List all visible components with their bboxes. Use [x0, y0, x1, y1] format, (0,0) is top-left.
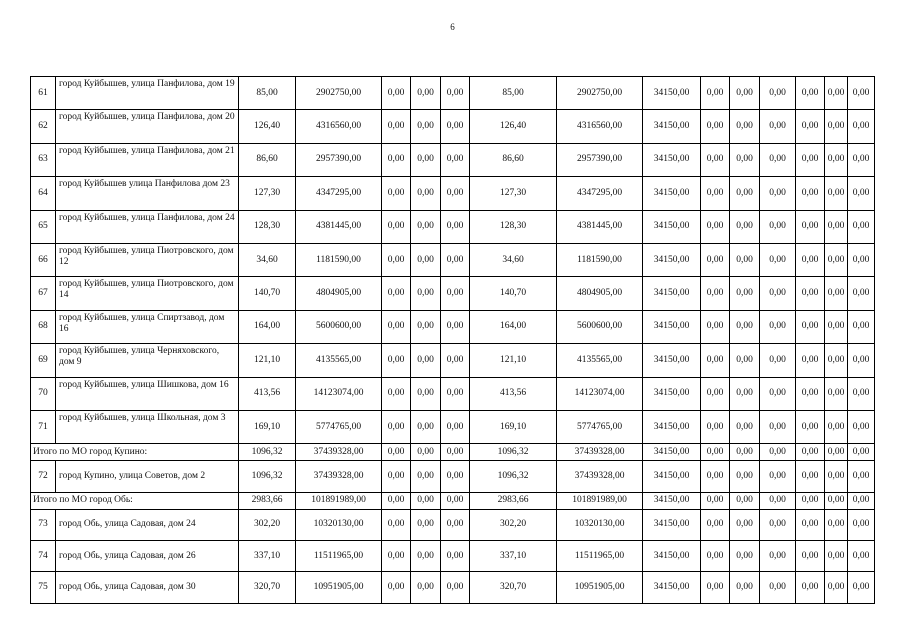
row-number: 70 [31, 377, 56, 410]
value-cell: 0,00 [441, 177, 470, 210]
table-row [31, 277, 875, 310]
value-cell: 5600600,00 [557, 310, 643, 343]
value-cell: 34150,00 [643, 277, 701, 310]
value-cell: 0,00 [441, 410, 470, 443]
table-body [31, 77, 875, 604]
address-cell: город Куйбышев, улица Черняховского, дом 9 [56, 344, 239, 377]
value-cell: 0,00 [796, 410, 825, 443]
value-cell: 140,70 [470, 277, 557, 310]
value-cell: 0,00 [760, 444, 796, 461]
value-cell: 0,00 [411, 461, 441, 492]
value-cell: 5600600,00 [296, 310, 382, 343]
value-cell: 0,00 [825, 177, 848, 210]
value-cell: 0,00 [382, 210, 411, 243]
value-cell: 34150,00 [643, 110, 701, 143]
value-cell: 2902750,00 [296, 77, 382, 110]
value-cell: 0,00 [701, 310, 730, 343]
value-cell: 413,56 [239, 377, 296, 410]
value-cell: 10951905,00 [296, 572, 382, 603]
value-cell: 14123074,00 [557, 377, 643, 410]
value-cell: 34150,00 [643, 492, 701, 509]
table-row [31, 541, 875, 572]
value-cell: 0,00 [848, 143, 875, 176]
value-cell: 337,10 [470, 541, 557, 572]
value-cell: 0,00 [760, 77, 796, 110]
address-cell: город Обь, улица Садовая, дом 26 [56, 541, 239, 572]
value-cell: 0,00 [730, 210, 760, 243]
value-cell: 0,00 [701, 110, 730, 143]
value-cell: 0,00 [825, 492, 848, 509]
address-cell: город Обь, улица Садовая, дом 24 [56, 509, 239, 540]
value-cell: 0,00 [701, 77, 730, 110]
row-number: 65 [31, 210, 56, 243]
value-cell: 4316560,00 [557, 110, 643, 143]
table-row [31, 243, 875, 276]
table-total-row [31, 492, 875, 509]
address-cell: город Купино, улица Советов, дом 2 [56, 461, 239, 492]
value-cell: 10951905,00 [557, 572, 643, 603]
value-cell: 0,00 [825, 277, 848, 310]
table-row [31, 77, 875, 110]
value-cell: 1096,32 [470, 444, 557, 461]
value-cell: 0,00 [701, 492, 730, 509]
value-cell: 0,00 [760, 110, 796, 143]
value-cell: 34150,00 [643, 444, 701, 461]
value-cell: 0,00 [848, 509, 875, 540]
value-cell: 169,10 [470, 410, 557, 443]
page-number: 6 [450, 22, 455, 32]
address-cell: город Куйбышев, улица Пиотровского, дом 14 [56, 277, 239, 310]
value-cell: 0,00 [382, 410, 411, 443]
value-cell: 5774765,00 [557, 410, 643, 443]
value-cell: 0,00 [848, 541, 875, 572]
value-cell: 34,60 [470, 243, 557, 276]
value-cell: 0,00 [411, 77, 441, 110]
value-cell: 10320130,00 [296, 509, 382, 540]
value-cell: 0,00 [796, 243, 825, 276]
value-cell: 0,00 [825, 310, 848, 343]
value-cell: 11511965,00 [557, 541, 643, 572]
value-cell: 0,00 [382, 492, 411, 509]
value-cell: 0,00 [760, 509, 796, 540]
value-cell: 0,00 [848, 177, 875, 210]
value-cell: 0,00 [796, 344, 825, 377]
value-cell: 0,00 [411, 410, 441, 443]
row-number: 68 [31, 310, 56, 343]
table-row [31, 377, 875, 410]
value-cell: 0,00 [382, 277, 411, 310]
value-cell: 0,00 [730, 541, 760, 572]
value-cell: 0,00 [730, 377, 760, 410]
value-cell: 0,00 [760, 277, 796, 310]
value-cell: 0,00 [701, 210, 730, 243]
value-cell: 0,00 [441, 310, 470, 343]
address-cell: город Обь, улица Садовая, дом 30 [56, 572, 239, 603]
data-table [30, 76, 875, 604]
value-cell: 0,00 [730, 344, 760, 377]
value-cell: 0,00 [411, 310, 441, 343]
value-cell: 0,00 [848, 492, 875, 509]
value-cell: 0,00 [730, 461, 760, 492]
row-number: 62 [31, 110, 56, 143]
value-cell: 4804905,00 [557, 277, 643, 310]
value-cell: 0,00 [825, 77, 848, 110]
value-cell: 0,00 [701, 243, 730, 276]
value-cell: 11511965,00 [296, 541, 382, 572]
value-cell: 0,00 [701, 177, 730, 210]
value-cell: 0,00 [825, 444, 848, 461]
value-cell: 0,00 [701, 410, 730, 443]
value-cell: 0,00 [382, 461, 411, 492]
value-cell: 0,00 [760, 177, 796, 210]
value-cell: 34150,00 [643, 177, 701, 210]
value-cell: 0,00 [701, 143, 730, 176]
row-number: 75 [31, 572, 56, 603]
value-cell: 34150,00 [643, 143, 701, 176]
row-number: 72 [31, 461, 56, 492]
value-cell: 0,00 [701, 444, 730, 461]
table-row [31, 177, 875, 210]
table-row [31, 143, 875, 176]
table-row [31, 509, 875, 540]
value-cell: 2902750,00 [557, 77, 643, 110]
value-cell: 34150,00 [643, 310, 701, 343]
value-cell: 0,00 [382, 310, 411, 343]
value-cell: 0,00 [441, 461, 470, 492]
value-cell: 0,00 [796, 444, 825, 461]
value-cell: 302,20 [239, 509, 296, 540]
value-cell: 0,00 [730, 77, 760, 110]
value-cell: 0,00 [382, 444, 411, 461]
value-cell: 4316560,00 [296, 110, 382, 143]
value-cell: 0,00 [760, 492, 796, 509]
value-cell: 0,00 [848, 410, 875, 443]
value-cell: 0,00 [825, 344, 848, 377]
value-cell: 0,00 [411, 277, 441, 310]
value-cell: 34,60 [239, 243, 296, 276]
value-cell: 0,00 [411, 344, 441, 377]
value-cell: 0,00 [701, 344, 730, 377]
value-cell: 0,00 [796, 572, 825, 603]
value-cell: 413,56 [470, 377, 557, 410]
value-cell: 0,00 [760, 377, 796, 410]
value-cell: 14123074,00 [296, 377, 382, 410]
value-cell: 0,00 [411, 210, 441, 243]
value-cell: 0,00 [730, 277, 760, 310]
value-cell: 10320130,00 [557, 509, 643, 540]
table-row [31, 210, 875, 243]
value-cell: 0,00 [382, 344, 411, 377]
value-cell: 0,00 [382, 143, 411, 176]
value-cell: 86,60 [470, 143, 557, 176]
value-cell: 0,00 [796, 110, 825, 143]
value-cell: 0,00 [730, 444, 760, 461]
row-number: 73 [31, 509, 56, 540]
table-row [31, 410, 875, 443]
value-cell: 0,00 [411, 541, 441, 572]
value-cell: 37439328,00 [296, 461, 382, 492]
value-cell: 0,00 [730, 143, 760, 176]
value-cell: 0,00 [825, 243, 848, 276]
value-cell: 34150,00 [643, 210, 701, 243]
value-cell: 0,00 [411, 492, 441, 509]
table-row [31, 461, 875, 492]
value-cell: 0,00 [796, 210, 825, 243]
address-cell: город Куйбышев, улица Панфилова, дом 20 [56, 110, 239, 143]
value-cell: 34150,00 [643, 243, 701, 276]
value-cell: 0,00 [760, 210, 796, 243]
value-cell: 0,00 [730, 310, 760, 343]
value-cell: 34150,00 [643, 541, 701, 572]
value-cell: 0,00 [848, 110, 875, 143]
value-cell: 4135565,00 [296, 344, 382, 377]
value-cell: 34150,00 [643, 77, 701, 110]
value-cell: 320,70 [239, 572, 296, 603]
value-cell: 37439328,00 [296, 444, 382, 461]
address-cell: город Куйбышев, улица Панфилова, дом 19 [56, 77, 239, 110]
address-cell: город Куйбышев, улица Панфилова, дом 21 [56, 143, 239, 176]
value-cell: 0,00 [411, 243, 441, 276]
value-cell: 37439328,00 [557, 461, 643, 492]
value-cell: 0,00 [796, 461, 825, 492]
value-cell: 0,00 [848, 461, 875, 492]
value-cell: 0,00 [796, 143, 825, 176]
address-cell: город Куйбышев улица Панфилова дом 23 [56, 177, 239, 210]
address-cell: город Куйбышев, улица Пиотровского, дом 12 [56, 243, 239, 276]
value-cell: 37439328,00 [557, 444, 643, 461]
value-cell: 0,00 [441, 344, 470, 377]
value-cell: 0,00 [796, 310, 825, 343]
value-cell: 1181590,00 [296, 243, 382, 276]
value-cell: 1096,32 [239, 444, 296, 461]
value-cell: 0,00 [441, 277, 470, 310]
row-number: 67 [31, 277, 56, 310]
value-cell: 0,00 [441, 541, 470, 572]
value-cell: 1096,32 [470, 461, 557, 492]
value-cell: 0,00 [796, 277, 825, 310]
value-cell: 0,00 [848, 344, 875, 377]
value-cell: 0,00 [382, 110, 411, 143]
value-cell: 34150,00 [643, 377, 701, 410]
value-cell: 0,00 [411, 110, 441, 143]
address-cell: город Куйбышев, улица Спиртзавод, дом 16 [56, 310, 239, 343]
address-cell: город Куйбышев, улица Шишкова, дом 16 [56, 377, 239, 410]
value-cell: 0,00 [382, 509, 411, 540]
value-cell: 4381445,00 [557, 210, 643, 243]
value-cell: 4381445,00 [296, 210, 382, 243]
value-cell: 302,20 [470, 509, 557, 540]
value-cell: 320,70 [470, 572, 557, 603]
total-label: Итого по МО город Купино: [31, 444, 239, 461]
value-cell: 0,00 [848, 277, 875, 310]
value-cell: 0,00 [848, 444, 875, 461]
value-cell: 0,00 [701, 509, 730, 540]
value-cell: 127,30 [470, 177, 557, 210]
value-cell: 0,00 [730, 243, 760, 276]
value-cell: 0,00 [441, 77, 470, 110]
value-cell: 0,00 [848, 572, 875, 603]
value-cell: 0,00 [825, 143, 848, 176]
value-cell: 0,00 [382, 243, 411, 276]
value-cell: 0,00 [760, 310, 796, 343]
value-cell: 34150,00 [643, 509, 701, 540]
value-cell: 0,00 [382, 541, 411, 572]
address-cell: город Куйбышев, улица Панфилова, дом 24 [56, 210, 239, 243]
total-label: Итого по МО город Обь: [31, 492, 239, 509]
value-cell: 0,00 [760, 410, 796, 443]
value-cell: 140,70 [239, 277, 296, 310]
value-cell: 0,00 [825, 541, 848, 572]
value-cell: 0,00 [441, 210, 470, 243]
value-cell: 0,00 [796, 492, 825, 509]
value-cell: 0,00 [441, 572, 470, 603]
value-cell: 0,00 [701, 572, 730, 603]
value-cell: 0,00 [411, 143, 441, 176]
value-cell: 0,00 [382, 177, 411, 210]
value-cell: 0,00 [825, 461, 848, 492]
value-cell: 0,00 [825, 509, 848, 540]
value-cell: 0,00 [441, 243, 470, 276]
value-cell: 0,00 [730, 572, 760, 603]
value-cell: 0,00 [382, 377, 411, 410]
value-cell: 4347295,00 [557, 177, 643, 210]
value-cell: 4347295,00 [296, 177, 382, 210]
value-cell: 0,00 [701, 377, 730, 410]
row-number: 61 [31, 77, 56, 110]
value-cell: 0,00 [411, 509, 441, 540]
row-number: 64 [31, 177, 56, 210]
value-cell: 0,00 [411, 572, 441, 603]
value-cell: 0,00 [848, 77, 875, 110]
value-cell: 0,00 [760, 143, 796, 176]
value-cell: 0,00 [796, 541, 825, 572]
value-cell: 1181590,00 [557, 243, 643, 276]
value-cell: 0,00 [730, 492, 760, 509]
value-cell: 0,00 [382, 77, 411, 110]
value-cell: 1096,32 [239, 461, 296, 492]
value-cell: 2983,66 [470, 492, 557, 509]
value-cell: 0,00 [825, 110, 848, 143]
table-row [31, 572, 875, 603]
value-cell: 0,00 [701, 541, 730, 572]
value-cell: 0,00 [848, 243, 875, 276]
value-cell: 0,00 [760, 344, 796, 377]
value-cell: 0,00 [441, 509, 470, 540]
value-cell: 0,00 [441, 110, 470, 143]
value-cell: 0,00 [441, 143, 470, 176]
value-cell: 169,10 [239, 410, 296, 443]
value-cell: 121,10 [470, 344, 557, 377]
value-cell: 164,00 [470, 310, 557, 343]
value-cell: 0,00 [825, 210, 848, 243]
value-cell: 0,00 [730, 410, 760, 443]
value-cell: 0,00 [441, 377, 470, 410]
row-number: 66 [31, 243, 56, 276]
value-cell: 126,40 [239, 110, 296, 143]
value-cell: 0,00 [825, 377, 848, 410]
value-cell: 0,00 [441, 492, 470, 509]
row-number: 74 [31, 541, 56, 572]
value-cell: 0,00 [760, 572, 796, 603]
value-cell: 0,00 [848, 377, 875, 410]
value-cell: 0,00 [730, 110, 760, 143]
value-cell: 0,00 [796, 509, 825, 540]
value-cell: 0,00 [701, 461, 730, 492]
value-cell: 5774765,00 [296, 410, 382, 443]
value-cell: 121,10 [239, 344, 296, 377]
value-cell: 2983,66 [239, 492, 296, 509]
value-cell: 0,00 [441, 444, 470, 461]
value-cell: 0,00 [730, 177, 760, 210]
value-cell: 0,00 [411, 377, 441, 410]
value-cell: 0,00 [848, 210, 875, 243]
value-cell: 0,00 [760, 461, 796, 492]
value-cell: 2957390,00 [557, 143, 643, 176]
value-cell: 164,00 [239, 310, 296, 343]
row-number: 69 [31, 344, 56, 377]
value-cell: 126,40 [470, 110, 557, 143]
value-cell: 127,30 [239, 177, 296, 210]
value-cell: 34150,00 [643, 461, 701, 492]
value-cell: 0,00 [701, 277, 730, 310]
value-cell: 34150,00 [643, 344, 701, 377]
value-cell: 0,00 [382, 572, 411, 603]
value-cell: 101891989,00 [557, 492, 643, 509]
value-cell: 0,00 [825, 572, 848, 603]
value-cell: 0,00 [411, 177, 441, 210]
value-cell: 0,00 [760, 243, 796, 276]
value-cell: 0,00 [796, 377, 825, 410]
value-cell: 4804905,00 [296, 277, 382, 310]
value-cell: 337,10 [239, 541, 296, 572]
value-cell: 0,00 [760, 541, 796, 572]
value-cell: 34150,00 [643, 410, 701, 443]
value-cell: 2957390,00 [296, 143, 382, 176]
table-total-row [31, 444, 875, 461]
value-cell: 0,00 [825, 410, 848, 443]
row-number: 63 [31, 143, 56, 176]
row-number: 71 [31, 410, 56, 443]
value-cell: 4135565,00 [557, 344, 643, 377]
value-cell: 128,30 [239, 210, 296, 243]
value-cell: 101891989,00 [296, 492, 382, 509]
address-cell: город Куйбышев, улица Школьная, дом 3 [56, 410, 239, 443]
value-cell: 0,00 [848, 310, 875, 343]
table-row [31, 344, 875, 377]
table-row [31, 110, 875, 143]
value-cell: 85,00 [239, 77, 296, 110]
value-cell: 0,00 [796, 177, 825, 210]
table-row [31, 310, 875, 343]
value-cell: 34150,00 [643, 572, 701, 603]
value-cell: 86,60 [239, 143, 296, 176]
value-cell: 128,30 [470, 210, 557, 243]
value-cell: 0,00 [411, 444, 441, 461]
value-cell: 0,00 [730, 509, 760, 540]
value-cell: 0,00 [796, 77, 825, 110]
value-cell: 85,00 [470, 77, 557, 110]
